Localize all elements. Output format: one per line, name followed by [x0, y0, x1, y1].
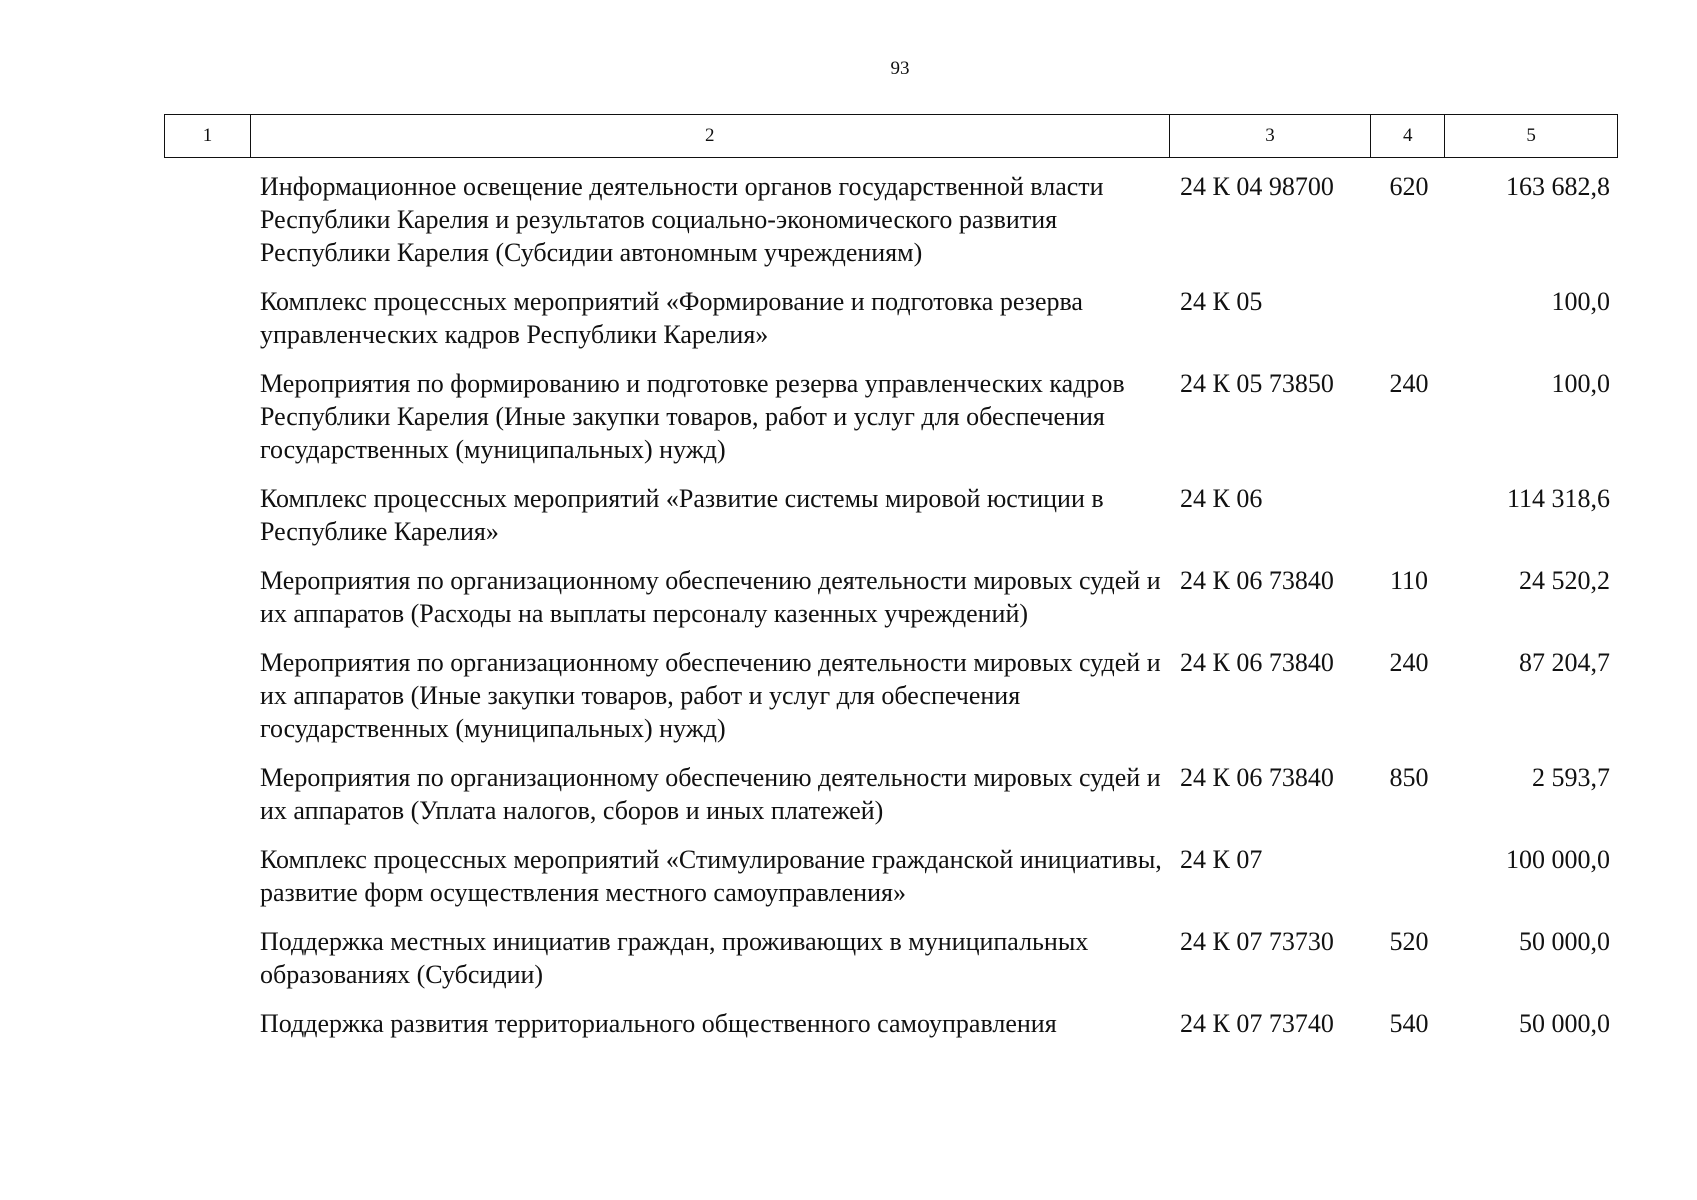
header-col-2: 2	[251, 115, 1170, 157]
row-code: 24 К 07	[1180, 845, 1263, 874]
row-amount: 50 000,0	[1519, 1009, 1610, 1038]
header-col-5: 5	[1526, 125, 1536, 146]
row-type: 240	[1389, 648, 1429, 677]
row-code: 24 К 06 73840	[1180, 566, 1334, 595]
row-name: Поддержка развития территориального общественного самоуправления	[260, 1009, 1057, 1038]
row-code: 24 К 05	[1180, 287, 1263, 316]
row-amount: 24 520,2	[1519, 566, 1610, 595]
header-col-4: 4	[1371, 115, 1445, 157]
row-amount: 87 204,7	[1519, 648, 1610, 677]
row-amount: 100,0	[1551, 287, 1610, 316]
row-type	[1372, 482, 1446, 548]
row-type: 620	[1389, 172, 1429, 201]
row-code: 24 К 06 73840	[1180, 763, 1334, 792]
row-blank-cell	[164, 482, 250, 548]
row-code: 24 К 04 98700	[1180, 172, 1334, 201]
row-name: Мероприятия по организационному обеспечению деятельности мировых судей и их аппаратов (Уплата налогов, сборов и иных платежей)	[260, 763, 1161, 825]
table-header	[164, 114, 1618, 158]
table-row	[164, 564, 1618, 630]
header-col-3: 3	[1170, 115, 1372, 157]
row-amount: 50 000,0	[1519, 927, 1610, 956]
row-blank-cell	[164, 564, 250, 630]
row-amount: 100 000,0	[1506, 845, 1610, 874]
row-name: Мероприятия по формированию и подготовке резерва управленческих кадров Республики Карелия (Иные закупки товаров, работ и услуг для обеспечения государственных (муниципальных) нужд)	[260, 369, 1125, 464]
row-code: 24 К 06	[1180, 484, 1263, 513]
row-blank-cell	[164, 761, 250, 827]
row-name: Мероприятия по организационному обеспечению деятельности мировых судей и их аппаратов (Расходы на выплаты персоналу казенных учреждений)	[260, 566, 1161, 628]
row-name: Комплекс процессных мероприятий «Развитие системы мировой юстиции в Республике Карелия»	[260, 484, 1104, 546]
row-type: 540	[1389, 1009, 1429, 1038]
row-amount: 100,0	[1551, 369, 1610, 398]
row-code: 24 К 07 73740	[1180, 1009, 1334, 1038]
row-blank-cell	[164, 646, 250, 745]
table-row	[164, 170, 1618, 269]
table-body	[164, 170, 1618, 1056]
table-row	[164, 1007, 1618, 1040]
header-col-1: 1	[165, 115, 251, 157]
row-name: Поддержка местных инициатив граждан, проживающих в муниципальных образованиях (Субсидии)	[260, 927, 1089, 989]
table-row	[164, 367, 1618, 466]
row-name: Информационное освещение деятельности органов государственной власти Республики Карелия и результатов социально-экономического развития Республики Карелия (Субсидии автономным учреждениям)	[260, 172, 1104, 267]
row-blank-cell	[164, 843, 250, 909]
row-type	[1372, 843, 1446, 909]
row-amount: 2 593,7	[1532, 763, 1610, 792]
row-blank-cell	[164, 367, 250, 466]
row-blank-cell	[164, 170, 250, 269]
table-row	[164, 285, 1618, 351]
row-amount: 163 682,8	[1506, 172, 1610, 201]
page-number: 93	[890, 58, 910, 79]
row-blank-cell	[164, 925, 250, 991]
row-name: Комплекс процессных мероприятий «Формирование и подготовка резерва управленческих кадров Республики Карелия»	[260, 287, 1083, 349]
table-row	[164, 761, 1618, 827]
table-row	[164, 925, 1618, 991]
row-code: 24 К 07 73730	[1180, 927, 1334, 956]
table-row	[164, 646, 1618, 745]
row-type: 520	[1389, 927, 1429, 956]
row-code: 24 К 06 73840	[1180, 648, 1334, 677]
row-type: 110	[1389, 566, 1429, 595]
table-row	[164, 843, 1618, 909]
table-row	[164, 482, 1618, 548]
row-type	[1372, 285, 1446, 351]
row-name: Комплекс процессных мероприятий «Стимулирование гражданской инициативы, развитие форм осуществления местного самоуправления»	[260, 845, 1162, 907]
row-name: Мероприятия по организационному обеспечению деятельности мировых судей и их аппаратов (Иные закупки товаров, работ и услуг для обеспечения государственных (муниципальных) нужд)	[260, 648, 1161, 743]
row-type: 850	[1389, 763, 1429, 792]
row-code: 24 К 05 73850	[1180, 369, 1334, 398]
row-blank-cell	[164, 1007, 250, 1040]
row-amount: 114 318,6	[1506, 484, 1610, 513]
row-type: 240	[1389, 369, 1429, 398]
row-blank-cell	[164, 285, 250, 351]
